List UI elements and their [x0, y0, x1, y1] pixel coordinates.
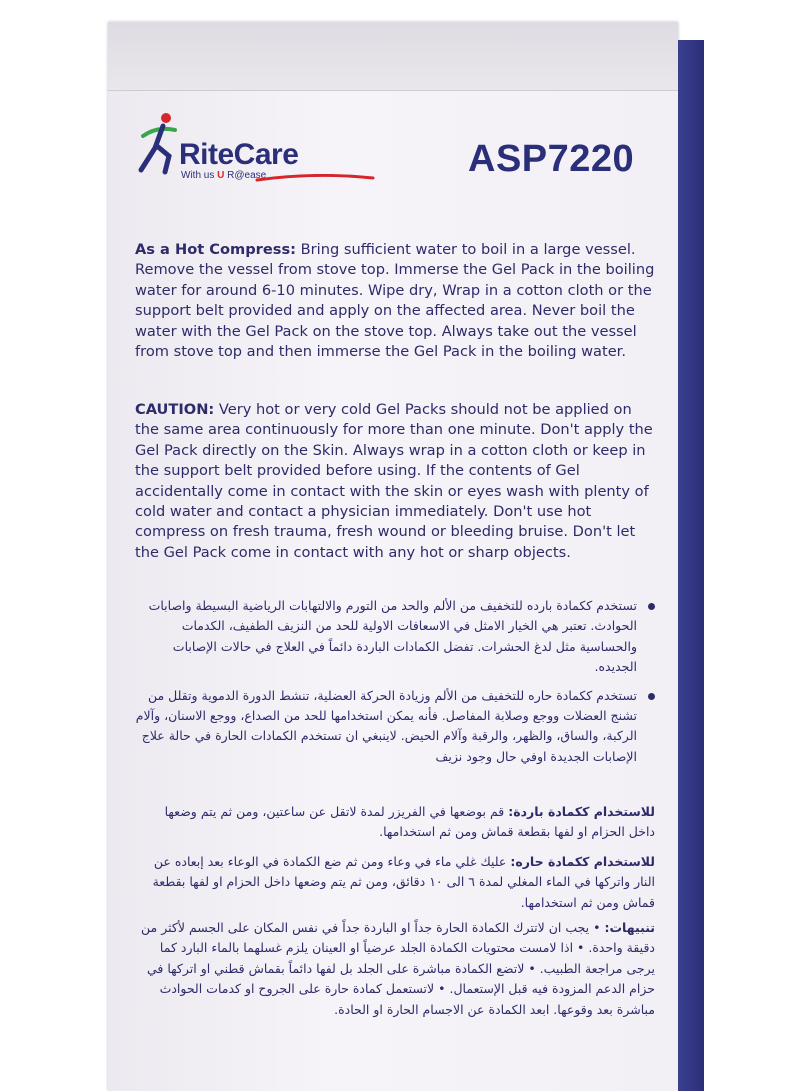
brand-name: RiteCare	[179, 138, 299, 171]
hot-compress-heading: As a Hot Compress:	[135, 241, 296, 258]
runner-figure-icon	[135, 108, 185, 178]
arabic-bullet-text: تستخدم ككمادة بارده للتخفيف من الألم والحد من التورم والالتهابات الرياضية البسيطة واصابات الحوادث. تعتبر هي الخيار الامثل في الاسعافات الاولية للحد من النزيف الطفيف، الكدمات والحساسية مثل لدغ الحشرات. تفضل الكمادات الباردة دائماً في العلاج في حالات الإصابات الجديده.	[148, 598, 637, 675]
arabic-hot-heading: للاستخدام ككمادة حاره:	[510, 854, 655, 869]
arabic-uses-list	[135, 596, 655, 775]
tagline-suffix: R@ease	[224, 170, 267, 181]
hot-compress-paragraph	[135, 240, 655, 362]
package-side-edge	[678, 40, 704, 1091]
arabic-warnings	[135, 918, 655, 1020]
caution-paragraph	[135, 400, 655, 563]
arabic-warnings-heading: تنبيهات:	[604, 920, 655, 935]
bullet-dot-icon	[648, 603, 655, 610]
caution-text: Very hot or very cold Gel Packs should not be applied on the same area continuously for more than one minute. Don't apply the Gel Pack directly on the Skin. Always wrap in a cotton cloth or keep in the support belt provided before using. If the contents of Gel accidentally come in contact with the skin or eyes wash with plenty of cold water and contact a physician immediately. Don't use hot compress on fresh trauma, fresh wound or bleeding bruise. Don't let the Gel Pack come in contact with any hot or sharp objects.	[135, 401, 653, 561]
list-item	[135, 686, 655, 768]
arabic-bullet-text: تستخدم ككمادة حاره للتخفيف من الألم وزيادة الحركة العضلية، تنشط الدورة الدموية وتقلل من تشنج العضلات ووجع وصلابة المفاصل. فأنه يمكن استخدامها للحد من الصداع، ووجع الاسنان، وآلام الركبة، والساق، والظهر، والرقبة وآلام الحيض. لاينبغي ان تستخدم الكمادات الحارة في حالة علاج الإصابات الجديدة اوفي حال وجود نزيف	[135, 687, 637, 764]
brand-tagline	[181, 170, 266, 181]
bullet-dot-icon	[648, 693, 655, 700]
arabic-cold-text: قم بوضعها في الفريزر لمدة لاتقل عن ساعتين، ومن ثم يتم وضعها داخل الحزام او لفها بقطعة قماش ومن ثم استخدامها.	[164, 804, 655, 840]
arabic-cold-heading: للاستخدام ككمادة باردة:	[508, 804, 655, 819]
arabic-hot-text: عليك غلي ماء في وعاء ومن ثم ضع الكمادة في الوعاء بعد إبعاده عن النار واتركها في الماء المغلي لمدة ٦ الى ١٠ دقائق، ومن ثم يتم وضعها داخل الحزام او لفها بقطعة قماش ومن ثم استخدامها.	[152, 854, 655, 910]
arabic-cold-use	[135, 802, 655, 843]
hot-compress-text: Bring sufficient water to boil in a large vessel. Remove the vessel from stove top. Immerse the Gel Pack in the boiling water for around 6-10 minutes. Wipe dry, Wrap in a cotton cloth or the support belt provided and apply on the affected area. Never boil the water with the Gel Pack on the stove top. Always take out the vessel from stove top and then immerse the Gel Pack in the boiling water.	[135, 241, 655, 361]
arabic-hot-use	[135, 852, 655, 913]
brand-logo	[135, 108, 335, 183]
list-item	[135, 596, 655, 678]
caution-heading: CAUTION:	[135, 401, 215, 418]
model-number: ASP7220	[468, 138, 635, 180]
package-top-flap	[108, 22, 678, 91]
tagline-prefix: With us	[181, 170, 218, 181]
tagline-u: U	[217, 170, 225, 181]
arabic-warnings-text: • يجب ان لاتترك الكمادة الحارة جداً او الباردة جداً في نفس المكان على الجسم لأكثر من دقيقة واحدة. • اذا لامست محتويات الكمادة الجلد عرضياً او العينان يلزم غسلهما بالماء البارد كما يرجى مراجعة الطبيب. • لاتضع الكمادة مباشرة على الجلد بل لفها دائماً بقماش قطني او اتركها في حزام الدعم المزودة فيه قبل الإستعمال. • لاتستعمل كمادة حارة على الجروح او كدمات الحوادث مباشرة بعد وقوعها. ابعد الكمادة عن الاجسام الحارة او الحادة.	[141, 920, 655, 1017]
swoosh-icon	[255, 174, 375, 182]
